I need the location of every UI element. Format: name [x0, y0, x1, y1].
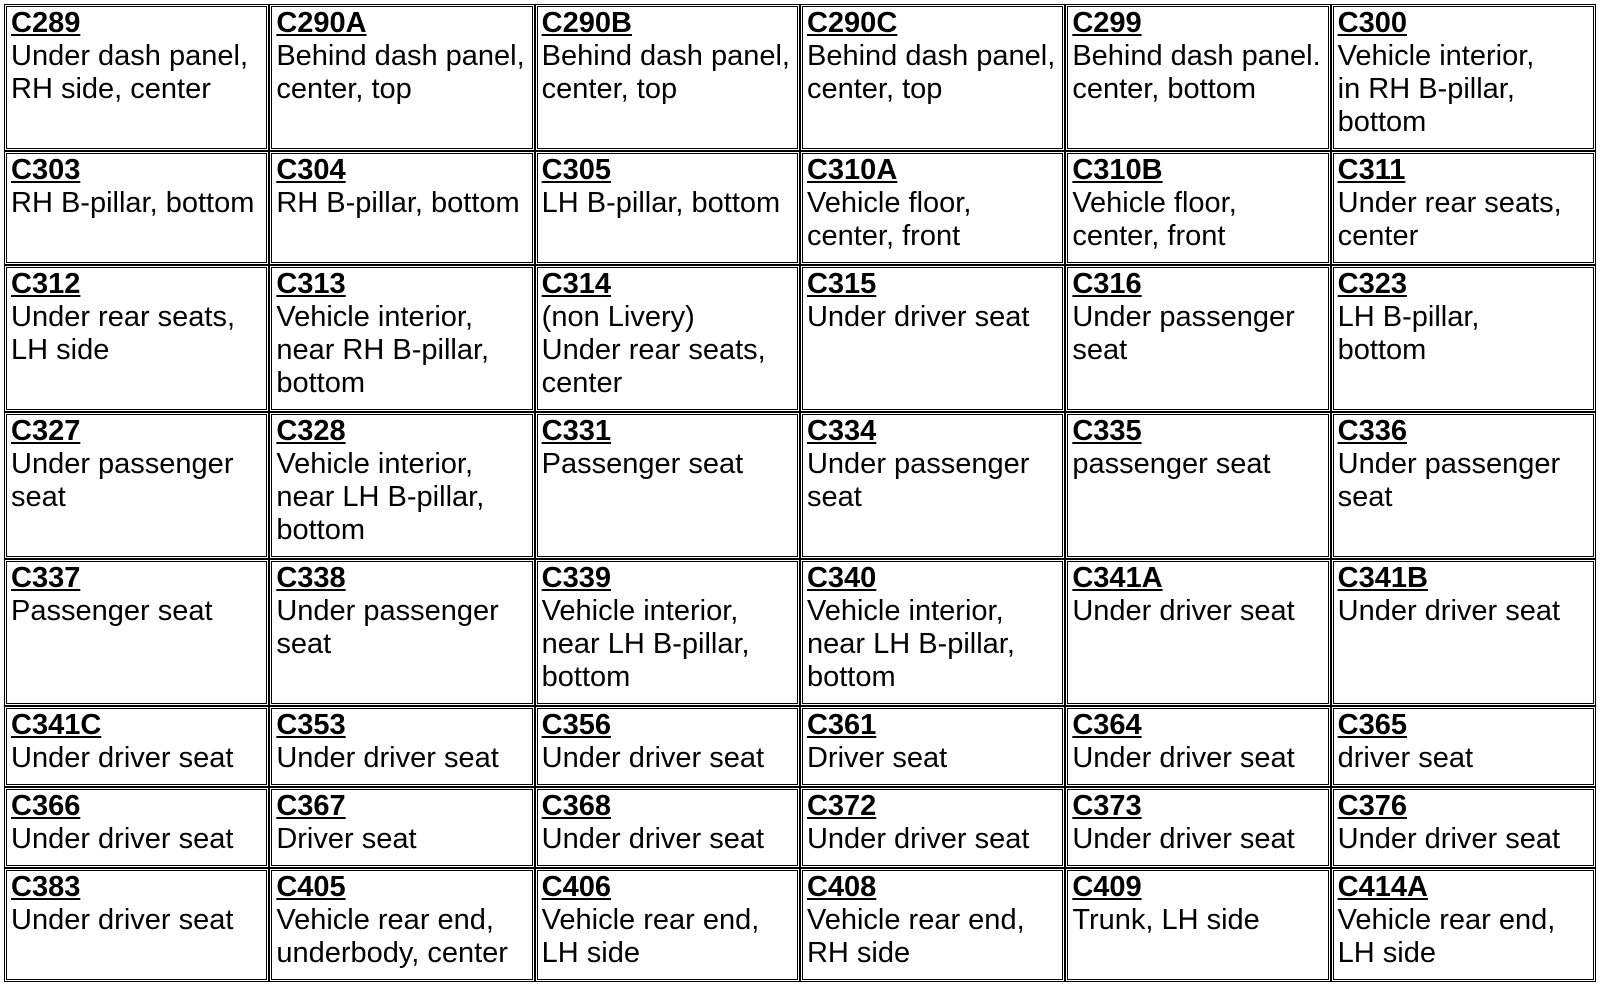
- connector-id: C372: [806, 790, 877, 822]
- table-cell: [269, 868, 534, 982]
- connector-id: C316: [1072, 268, 1142, 300]
- connector-location: Vehicle floor, center, front: [806, 187, 972, 252]
- connector-location: Passenger seat: [541, 448, 744, 480]
- table-cell: [1331, 706, 1596, 787]
- connector-id: C313: [276, 268, 346, 300]
- table-cell: [4, 265, 269, 412]
- table-cell: [535, 151, 800, 265]
- table-cell: [535, 559, 800, 706]
- table-cell: [269, 787, 534, 868]
- connector-id: C290C: [806, 7, 898, 39]
- connector-id: C311: [1337, 154, 1406, 186]
- table-cell: [4, 706, 269, 787]
- table-cell: [800, 787, 1065, 868]
- table-cell: [269, 412, 534, 559]
- connector-id: C328: [276, 415, 346, 447]
- table-cell: [800, 868, 1065, 982]
- connector-location: Under driver seat: [1072, 742, 1295, 774]
- table-row-5: [4, 559, 1596, 706]
- connector-id: C290B: [541, 7, 632, 39]
- table-cell: [1331, 559, 1596, 706]
- connector-location: Under dash panel, RH side, center: [11, 40, 248, 105]
- connector-id: C315: [806, 268, 877, 300]
- connector-id: C338: [276, 562, 346, 594]
- connector-location: Under passenger seat: [806, 448, 1030, 513]
- table-cell: [4, 412, 269, 559]
- connector-location: Under passenger seat: [276, 595, 499, 660]
- table-cell: [535, 412, 800, 559]
- connector-id: C336: [1337, 415, 1407, 447]
- connector-location: RH B-pillar, bottom: [276, 187, 520, 219]
- connector-location: passenger seat: [1072, 448, 1271, 480]
- connector-location: Under driver seat: [1337, 595, 1561, 627]
- connector-location: Driver seat: [276, 823, 417, 855]
- connector-id: C341B: [1337, 562, 1428, 594]
- table-cell: [4, 559, 269, 706]
- table-cell: [1331, 4, 1596, 151]
- connector-id: C303: [11, 154, 81, 186]
- table-cell: [1065, 706, 1330, 787]
- connector-id: C335: [1072, 415, 1142, 447]
- connector-table-body: [4, 4, 1596, 982]
- table-cell: [4, 151, 269, 265]
- connector-id: C353: [276, 709, 346, 741]
- connector-id: C408: [806, 871, 877, 903]
- connector-location: Under passenger seat: [1337, 448, 1561, 513]
- connector-id: C409: [1072, 871, 1142, 903]
- connector-location: Behind dash panel, center, top: [806, 40, 1056, 105]
- connector-id: C414A: [1337, 871, 1428, 903]
- connector-location: Under driver seat: [11, 904, 234, 936]
- connector-location: Under rear seats, LH side: [11, 301, 236, 366]
- connector-id: C337: [11, 562, 81, 594]
- table-cell: [1065, 868, 1330, 982]
- table-cell: [800, 265, 1065, 412]
- connector-location: Trunk, LH side: [1072, 904, 1260, 936]
- connector-location: Vehicle rear end, LH side: [1337, 904, 1556, 969]
- connector-location: Under passenger seat: [1072, 301, 1295, 366]
- connector-location: Driver seat: [806, 742, 948, 774]
- connector-id: C327: [11, 415, 81, 447]
- table-row-4: [4, 412, 1596, 559]
- connector-id: C376: [1337, 790, 1407, 822]
- connector-location: Under driver seat: [1337, 823, 1561, 855]
- connector-id: C341A: [1072, 562, 1163, 594]
- connector-location: Under passenger seat: [11, 448, 234, 513]
- connector-location: Under rear seats, center: [1337, 187, 1562, 252]
- connector-id: C314: [541, 268, 611, 300]
- connector-id: C339: [541, 562, 611, 594]
- connector-id: C310B: [1072, 154, 1163, 186]
- table-cell: [4, 868, 269, 982]
- connector-location: driver seat: [1337, 742, 1474, 774]
- table-cell: [4, 787, 269, 868]
- connector-location: Under driver seat: [806, 823, 1030, 855]
- connector-id: C406: [541, 871, 611, 903]
- connector-id: C334: [806, 415, 877, 447]
- connector-id: C367: [276, 790, 346, 822]
- table-cell: [800, 706, 1065, 787]
- table-cell: [535, 868, 800, 982]
- connector-location: Vehicle interior, near RH B-pillar, bottom: [276, 301, 490, 399]
- connector-id: C310A: [806, 154, 898, 186]
- table-cell: [269, 151, 534, 265]
- table-cell: [535, 787, 800, 868]
- table-row-2: [4, 151, 1596, 265]
- connector-id: C383: [11, 871, 81, 903]
- table-cell: [1331, 412, 1596, 559]
- table-row-3: [4, 265, 1596, 412]
- table-cell: [1065, 559, 1330, 706]
- table-cell: [1331, 151, 1596, 265]
- connector-location: Vehicle interior, in RH B-pillar, bottom: [1337, 40, 1535, 138]
- connector-id: C341C: [11, 709, 102, 741]
- connector-location: Under driver seat: [541, 742, 765, 774]
- table-cell: [1331, 868, 1596, 982]
- connector-id: C323: [1337, 268, 1407, 300]
- connector-location: Vehicle rear end, underbody, center: [276, 904, 508, 969]
- connector-location: Under driver seat: [11, 823, 234, 855]
- connector-location: LH B-pillar, bottom: [1337, 301, 1480, 366]
- connector-location: Behind dash panel. center, bottom: [1072, 40, 1321, 105]
- table-cell: [1065, 151, 1330, 265]
- connector-location: Vehicle rear end, RH side: [806, 904, 1025, 969]
- table-cell: [1065, 787, 1330, 868]
- connector-location: Vehicle interior, near LH B-pillar, bottom: [806, 595, 1015, 693]
- table-cell: [535, 4, 800, 151]
- table-cell: [1065, 4, 1330, 151]
- connector-location: Passenger seat: [11, 595, 213, 627]
- connector-id: C300: [1337, 7, 1407, 39]
- connector-location: Vehicle interior, near LH B-pillar, bottom: [541, 595, 750, 693]
- table-row-7: [4, 787, 1596, 868]
- connector-id: C304: [276, 154, 346, 186]
- table-cell: [1331, 787, 1596, 868]
- connector-location: LH B-pillar, bottom: [541, 187, 781, 219]
- table-cell: [269, 265, 534, 412]
- connector-location: (non Livery) Under rear seats, center: [541, 301, 766, 399]
- table-cell: [269, 706, 534, 787]
- connector-id: C312: [11, 268, 81, 300]
- connector-id: C364: [1072, 709, 1142, 741]
- connector-id: C290A: [276, 7, 367, 39]
- table-cell: [1065, 412, 1330, 559]
- table-cell: [269, 4, 534, 151]
- connector-id: C405: [276, 871, 346, 903]
- table-cell: [1065, 265, 1330, 412]
- connector-id: C305: [541, 154, 611, 186]
- connector-id: C368: [541, 790, 611, 822]
- table-row-1: [4, 4, 1596, 151]
- connector-id: C356: [541, 709, 611, 741]
- table-cell: [269, 559, 534, 706]
- table-cell: [4, 4, 269, 151]
- connector-id: C299: [1072, 7, 1142, 39]
- connector-location: Under driver seat: [11, 742, 234, 774]
- table-cell: [800, 4, 1065, 151]
- table-cell: [800, 559, 1065, 706]
- connector-location: Behind dash panel, center, top: [541, 40, 790, 105]
- connector-id: C361: [806, 709, 877, 741]
- table-cell: [800, 151, 1065, 265]
- table-cell: [535, 706, 800, 787]
- table-cell: [535, 265, 800, 412]
- connector-location: Under driver seat: [1072, 595, 1295, 627]
- connector-location: Under driver seat: [541, 823, 765, 855]
- connector-location: Under driver seat: [276, 742, 499, 774]
- table-row-6: [4, 706, 1596, 787]
- connector-location: RH B-pillar, bottom: [11, 187, 255, 219]
- connector-location: Under driver seat: [1072, 823, 1295, 855]
- connector-location: Vehicle interior, near LH B-pillar, bottom: [276, 448, 485, 546]
- table-cell: [1331, 265, 1596, 412]
- connector-location: Vehicle rear end, LH side: [541, 904, 760, 969]
- connector-location: Behind dash panel, center, top: [276, 40, 525, 105]
- connector-location-table: [4, 4, 1596, 982]
- connector-id: C331: [541, 415, 611, 447]
- connector-location: Vehicle floor, center, front: [1072, 187, 1237, 252]
- table-row-8: [4, 868, 1596, 982]
- connector-id: C289: [11, 7, 81, 39]
- connector-id: C366: [11, 790, 81, 822]
- connector-id: C340: [806, 562, 877, 594]
- table-cell: [800, 412, 1065, 559]
- connector-location: Under driver seat: [806, 301, 1030, 333]
- connector-id: C365: [1337, 709, 1407, 741]
- connector-id: C373: [1072, 790, 1142, 822]
